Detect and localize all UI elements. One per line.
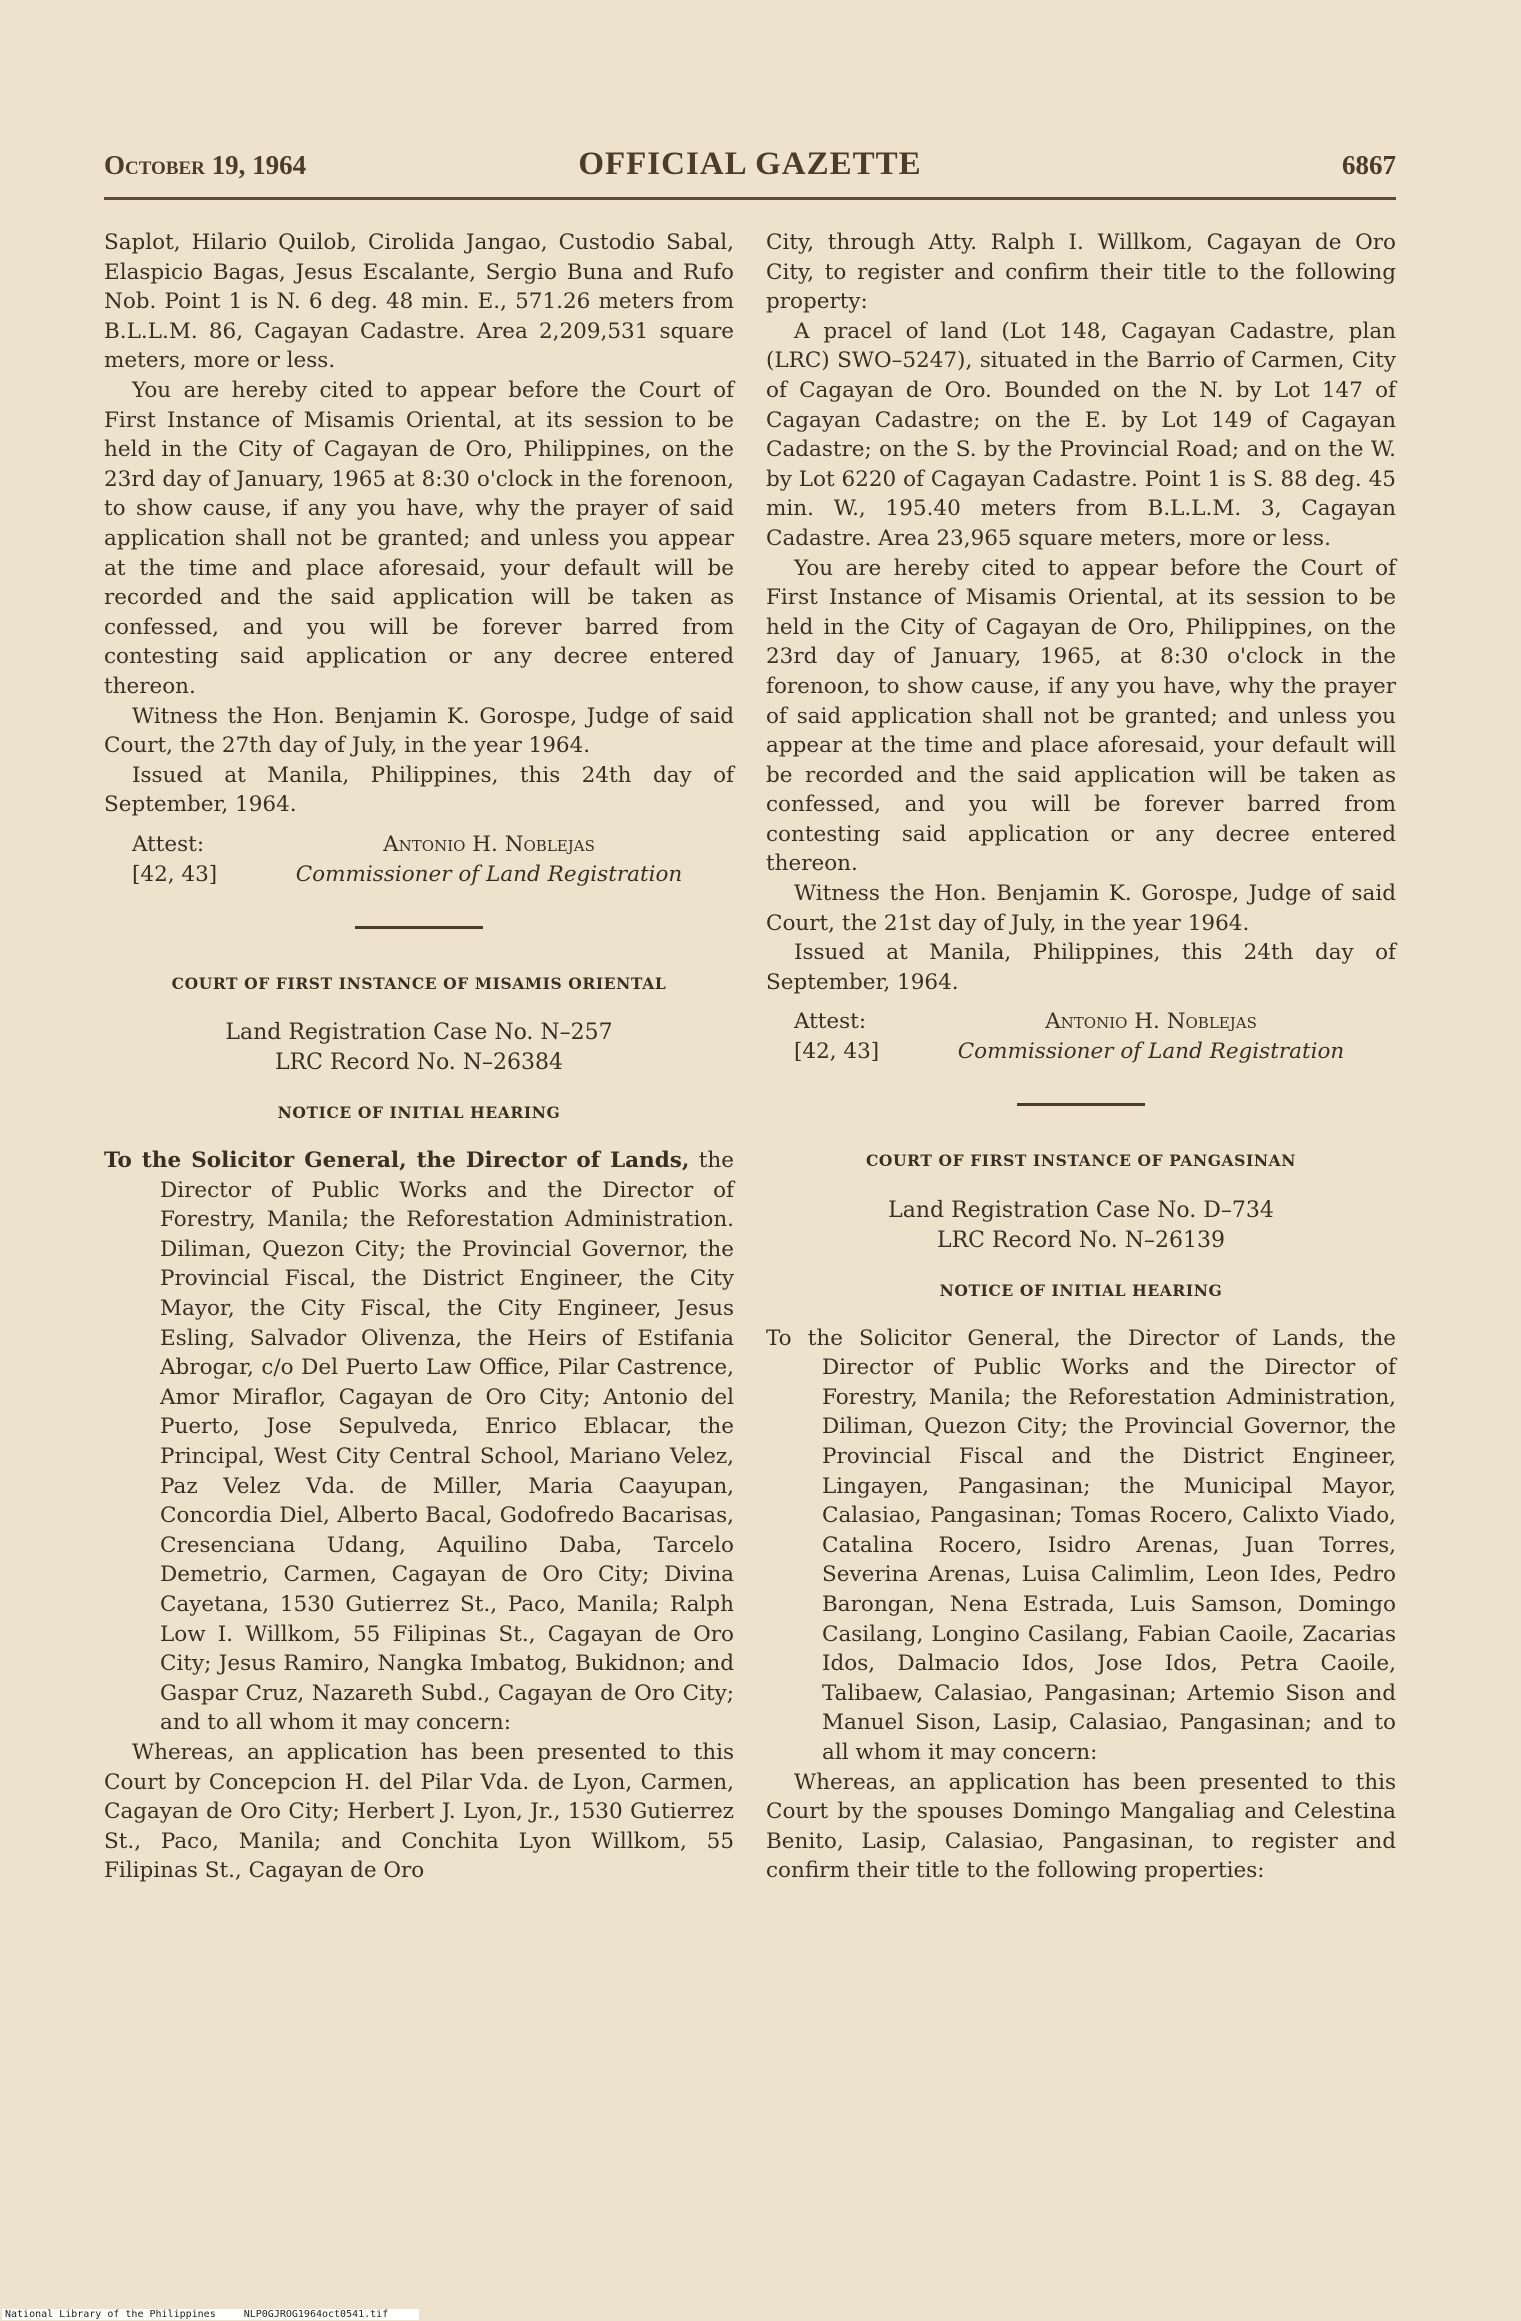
left-paragraph-3: Witness the Hon. Benjamin K. Gorospe, Judge of said Court, the 27th day of July, in the year 1964. [104,703,734,759]
left-column [104,228,734,1886]
addressees-paragraph: To the Solicitor General, the Director of Lands, the Director of Public Works and the Director of Forestry, Manila; the Reforestation Administration, Diliman, Quezon City; the Provincial Governor, the Provincial Fiscal and the District Engineer, Lingayen, Pangasinan; the Municipal Mayor, Calasiao, Pangasinan; Tomas Rocero, Calixto Viado, Catalina Rocero, Isidro Arenas, Juan Torres, Severina Arenas, Luisa Calimlim, Leon Ides, Pedro Barongan, Nena Estrada, Luis Samson, Domingo Casilang, Longino Casilang, Fabian Caoile, Zacarias Idos, Dalmacio Idos, Jose Idos, Petra Caoile, Talibaew, Calasiao, Pangasinan; Artemio Sison and Manuel Sison, Lasip, Calasiao, Pangasinan; and to all whom it may concern: [766,1325,1396,1765]
section-divider [355,926,483,929]
section-divider [1017,1103,1145,1106]
addressees-rest: the Director of Public Works and the Director of Forestry, Manila; the Reforestation Administration. Diliman, Quezon City; the Provincial Governor, the Provincial Fiscal, the District Engineer, the City Mayor, the City Fiscal, the City Engineer, Jesus Esling, Salvador Olivenza, the Heirs of Estifania Abrogar, c/o Del Puerto Law Office, Pilar Castrence, Amor Miraflor, Cagayan de Oro City; Antonio del Puerto, Jose Sepulveda, Enrico Eblacar, the Principal, West City Central School, Mariano Velez, Paz Velez Vda. de Miller, Maria Caayupan, Concordia Diel, Alberto Bacal, Godofredo Bacarisas, Cresenciana Udang, Aquilino Daba, Tarcelo Demetrio, Carmen, Cagayan de Oro City; Divina Cayetana, 1530 Gutierrez St., Paco, Manila; Ralph Low I. Willkom, 55 Filipinas St., Cagayan de Oro City; Jesus Ramiro, Nangka Imbatog, Bukidnon; and Gaspar Cruz, Nazareth Subd., Cagayan de Oro City; and to all whom it may concern: [160,1148,734,1736]
right-paragraph-5: Issued at Manila, Philippines, this 24th day of September, 1964. [766,940,1396,995]
header-title: OFFICIAL GAZETTE [578,146,922,182]
attest-name: Antonio H. Noblejas [1045,1009,1257,1035]
whereas-paragraph: Whereas, an application has been presented to this Court by Concepcion H. del Pilar Vda. de Lyon, Carmen, Cagayan de Oro City; Herbert J. Lyon, Jr., 1530 Gutierrez St., Paco, Manila; and Conchita Lyon Willkom, 55 Filipinas St., Cagayan de Oro [104,1739,734,1884]
header-date: October 19, 1964 [104,150,307,180]
attest-label: Attest: [132,831,205,857]
addressees-paragraph [104,1146,734,1738]
right-paragraph-3: You are hereby cited to appear before the Court of First Instance of Misamis Oriental, at its session to be held in the City of Cagayan de Oro, Philippines, on the 23rd day of January, 1965, at 8:30 o'clock in the forenoon, to show cause, if any you have, why the prayer of said application shall not be granted; and unless you appear at the time and place aforesaid, your default will be recorded and the said application will be taken as confessed, and you will be forever barred from contesting said application or any decree entered thereon. [766,555,1396,877]
footer-library: National Library of the Philippines [5,2309,216,2320]
right-column [766,228,1396,1886]
notice-heading: NOTICE OF INITIAL HEARING [277,1103,561,1123]
attest-label: Attest: [794,1009,867,1035]
footer-file: NLP0GJROG1964oct0541.tif [243,2309,389,2320]
notice-heading: NOTICE OF INITIAL HEARING [939,1281,1223,1301]
court-heading: COURT OF FIRST INSTANCE OF MISAMIS ORIENTAL [171,973,667,993]
addressees-bold: To the Solicitor General, the Director of Lands, [104,1148,690,1174]
lrc-record: LRC Record No. N–26139 [936,1228,1226,1254]
attest-name: Antonio H. Noblejas [383,831,595,857]
left-paragraph-1: Saplot, Hilario Quilob, Cirolida Jangao, Custodio Sabal, Elaspicio Bagas, Jesus Escalante, Sergio Buna and Rufo Nob. Point 1 is N. 6 deg. 48 min. E., 571.26 meters from B.L.L.M. 86, Cagayan Cadastre. Area 2,209,531 square meters, more or less. [104,230,734,374]
attest-title: Commissioner of Land Registration [295,861,683,887]
case-number: Land Registration Case No. N–257 [225,1020,613,1046]
page-header [104,146,1396,196]
left-paragraph-4: Issued at Manila, Philippines, this 24th day of September, 1964. [104,762,734,818]
header-page-number: 6867 [1342,150,1396,180]
lrc-record: LRC Record No. N–26384 [274,1050,564,1076]
attest-reference: [42, 43] [132,861,218,887]
right-paragraph-2: A pracel of land (Lot 148, Cagayan Cadastre, plan (LRC) SWO–5247), situated in the Barrio of Carmen, City of Cagayan de Oro. Bounded on the N. by Lot 147 of Cagayan Cadastre; on the E. by Lot 149 of Cagayan Cadastre; on the S. by the Provincial Road; and on the W. by Lot 6220 of Cagayan Cadastre. Point 1 is S. 88 deg. 45 min. W., 195.40 meters from B.L.L.M. 3, Cagayan Cadastre. Area 23,965 square meters, more or less. [766,318,1396,551]
scan-footer [2,2309,419,2320]
attest-reference: [42, 43] [794,1039,880,1065]
court-heading: COURT OF FIRST INSTANCE OF PANGASINAN [866,1151,1296,1171]
right-attest-block [766,1007,1396,1069]
left-paragraph-2: You are hereby cited to appear before the Court of First Instance of Misamis Oriental, at its session to be held in the City of Cagayan de Oro, Philippines, on the 23rd day of January, 1965 at 8:30 o'clock in the forenoon, to show cause, if any you have, why the prayer of said application shall not be granted; and unless you appear at the time and place aforesaid, your default will be recorded and the said application will be taken as confessed, and you will be forever barred from contesting said application or any decree entered thereon. [104,377,734,699]
attest-title: Commissioner of Land Registration [957,1039,1345,1065]
header-rule [104,197,1396,200]
right-paragraph-1: City, through Atty. Ralph I. Willkom, Cagayan de Oro City, to register and confirm their title to the following property: [766,230,1396,315]
left-attest-block [104,830,734,892]
right-paragraph-4: Witness the Hon. Benjamin K. Gorospe, Judge of said Court, the 21st day of July, in the year 1964. [766,881,1396,936]
whereas-paragraph: Whereas, an application has been presented to this Court by the spouses Domingo Mangaliag and Celestina Benito, Lasip, Calasiao, Pangasinan, to register and confirm their title to the following properties: [766,1769,1396,1884]
case-number: Land Registration Case No. D–734 [888,1198,1274,1224]
